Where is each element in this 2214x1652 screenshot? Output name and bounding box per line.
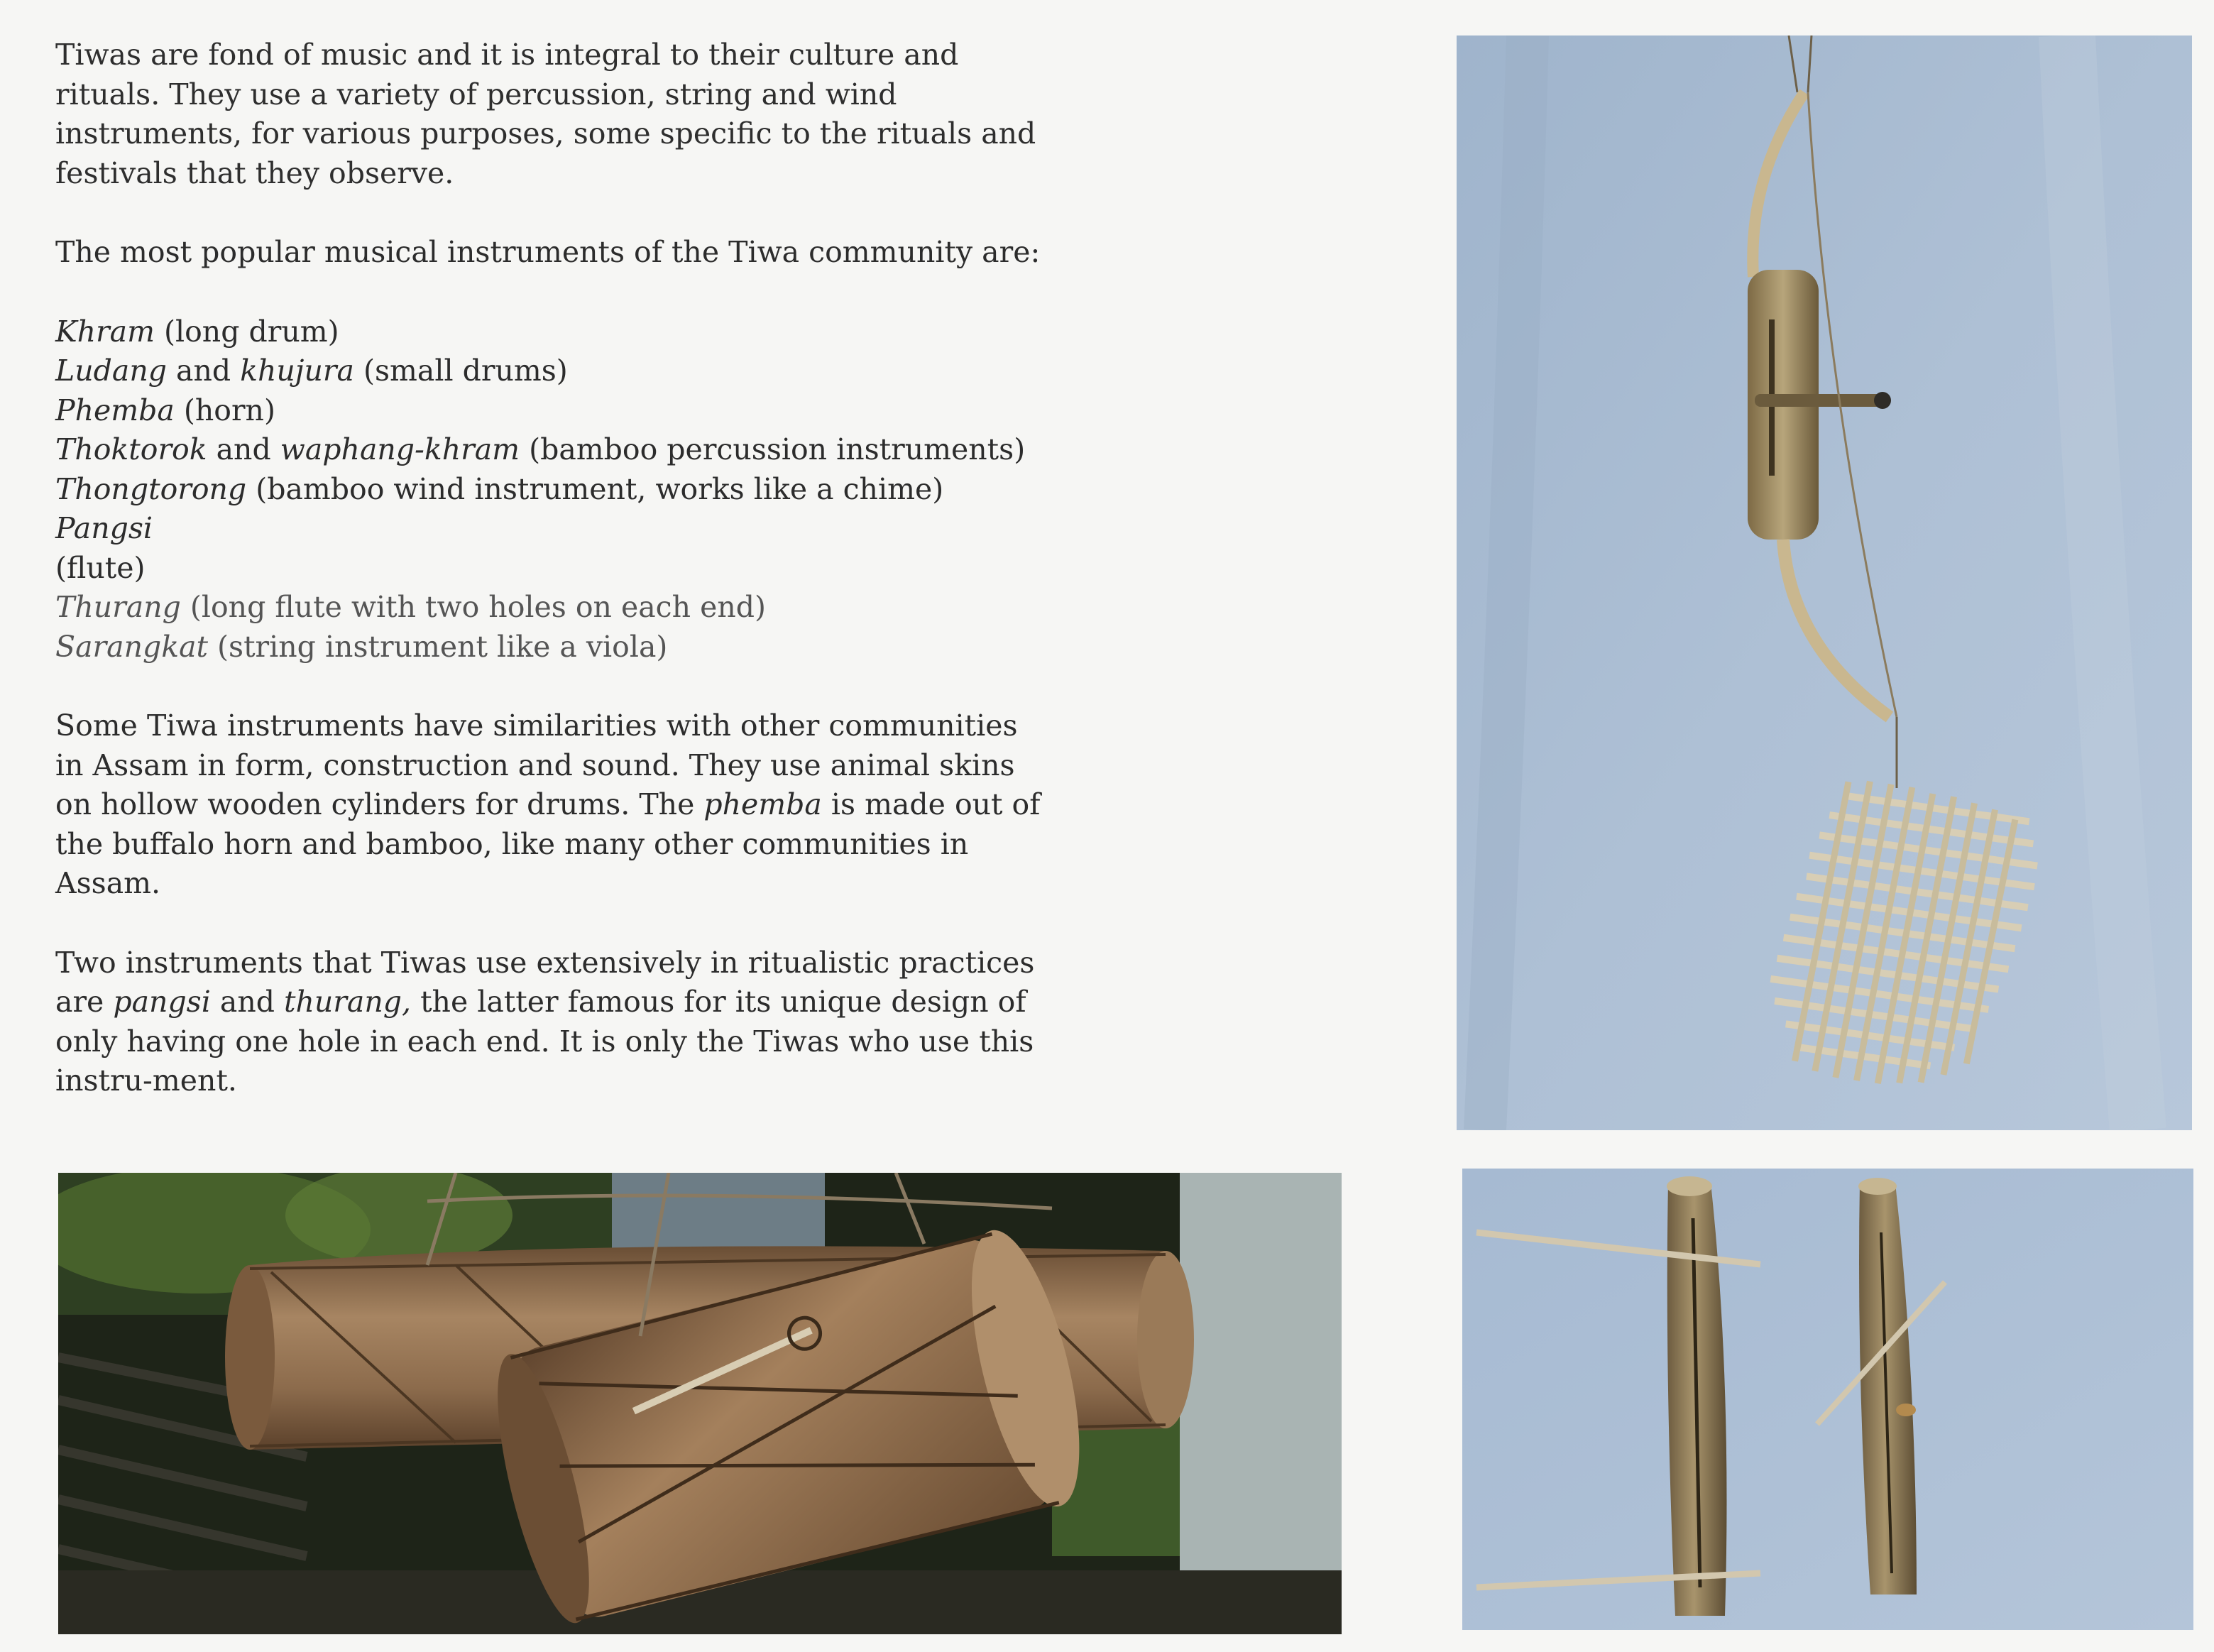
ritual-paragraph: Two instruments that Tiwas use extensively in ritualistic practices are pangsi and thurang, the latter famous for its unique design of only having one hole in each end. It is only the Tiwas who use this instru-ment.: [55, 945, 1035, 1098]
list-item: Ludang and khujura (small drums): [55, 354, 568, 388]
similarities-paragraph: Some Tiwa instruments have similarities with other communities in Assam in form, construction and sound. They use animal skins on hollow wooden cylinders for drums. The phemba is made out of the buffalo horn and bamboo, like many other communities in Assam.: [55, 709, 1041, 900]
drums-photo: [58, 1173, 1342, 1634]
list-item: Thurang (long flute with two holes on each end): [55, 590, 766, 624]
instrument-name: Thurang: [55, 590, 181, 624]
list-item: Thoktorok and waphang-khram (bamboo percussion instruments): [55, 432, 1026, 466]
drums-illustration: [58, 1173, 1342, 1634]
list-heading: The most popular musical instruments of the Tiwa community are:: [55, 235, 1041, 269]
body-text: [55, 35, 1049, 1141]
sarangkat-photo: [1457, 35, 2192, 1130]
instrument-name: Ludang: [55, 354, 167, 388]
instrument-list: [55, 312, 1049, 667]
list-item: Sarangkat (string instrument like a viola): [55, 629, 668, 664]
instrument-name: khujura: [240, 354, 354, 388]
intro-paragraph: Tiwas are fond of music and it is integral to their culture and rituals. They use a variety of percussion, string and wind instruments, for various purposes, some specific to the rituals and festivals that they observe.: [55, 38, 1036, 190]
list-item: Thongtorong (bamboo wind instrument, works like a chime) Pangsi (flute): [55, 471, 944, 585]
instrument-name: Khram: [55, 314, 155, 349]
bamboo-instruments-illustration: [1462, 1169, 2193, 1630]
instrument-name: Thongtorong: [55, 471, 247, 506]
instrument-name: Sarangkat: [55, 629, 208, 664]
instrument-name: Thoktorok: [55, 432, 207, 466]
instrument-name: waphang-khram: [280, 432, 520, 466]
instrument-name: Phemba: [55, 393, 175, 427]
list-item: Phemba (horn): [55, 393, 275, 427]
instrument-name: Pangsi: [55, 511, 153, 545]
sarangkat-illustration: [1457, 35, 2192, 1130]
list-item: Khram (long drum): [55, 314, 339, 349]
bamboo-instruments-photo: [1462, 1169, 2193, 1630]
